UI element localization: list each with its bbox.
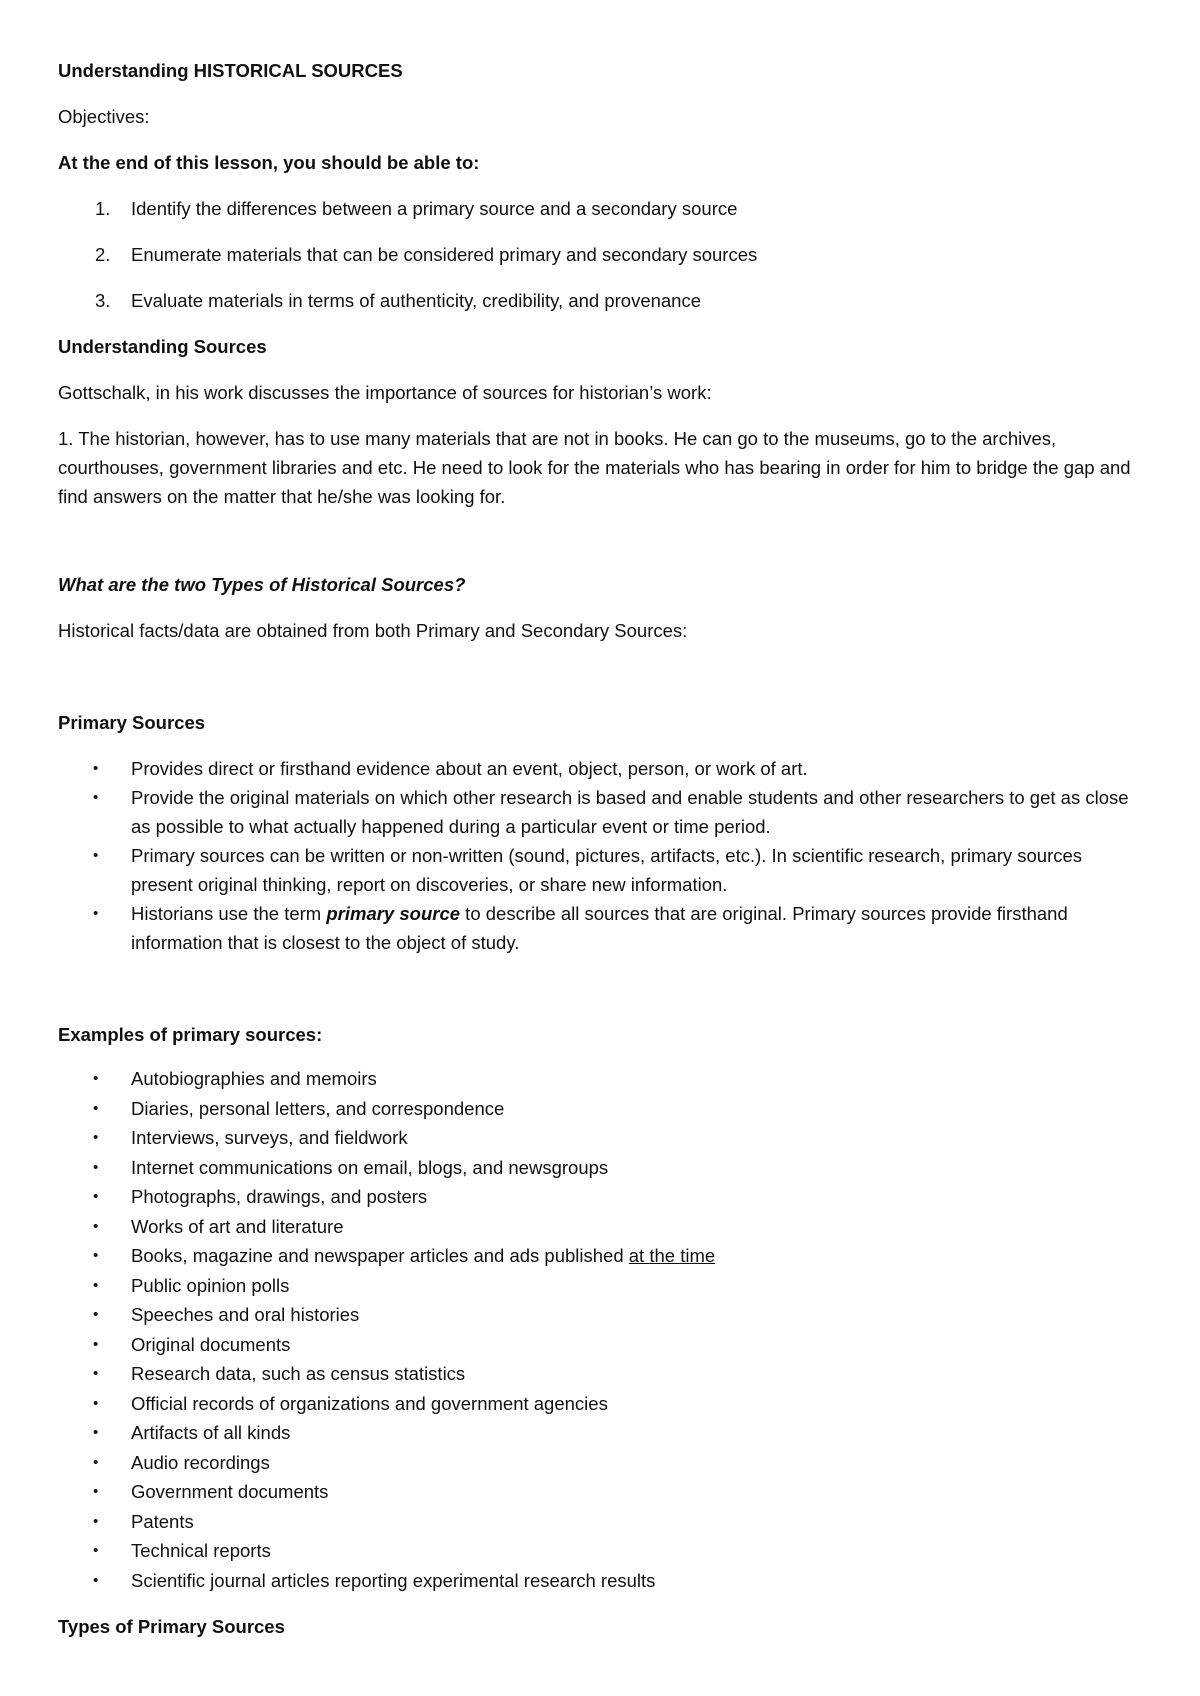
example-text bbox=[131, 1241, 1146, 1270]
document-page bbox=[58, 0, 1148, 1696]
primary-source-term: primary source bbox=[326, 903, 461, 924]
bullet-icon: • bbox=[93, 1542, 99, 1559]
bullet-icon: • bbox=[93, 760, 99, 777]
bullet-icon: • bbox=[93, 1070, 99, 1087]
bullet-icon: • bbox=[93, 1188, 99, 1205]
bullet-icon: • bbox=[93, 1365, 99, 1382]
example-text: Original documents bbox=[131, 1334, 291, 1355]
objective-number: 2. bbox=[95, 244, 111, 265]
gottschalk-paragraph: 1. The historian, however, has to use many materials that are not in books. He can go to the museums, go to the archives, courthouses, government libraries and etc. He need to look for the materials who has bearing in order for him to bridge the gap and find answers on the matter that he/she was looking for. bbox=[58, 428, 1131, 507]
example-text: Technical reports bbox=[131, 1540, 271, 1561]
bullet-icon: • bbox=[93, 1572, 99, 1589]
example-text: Interviews, surveys, and fieldwork bbox=[131, 1127, 408, 1148]
bullet-icon: • bbox=[93, 1129, 99, 1146]
example-text: Speeches and oral histories bbox=[131, 1304, 360, 1325]
bullet-icon: • bbox=[93, 1483, 99, 1500]
bullet-icon: • bbox=[93, 905, 99, 922]
bullet-icon: • bbox=[93, 1395, 99, 1412]
bullet-icon: • bbox=[93, 1277, 99, 1294]
primary-bullet-text: Provide the original materials on which other research is based and enable students and other researchers to get as close as possible to what actually happened during a particular event or time period. bbox=[131, 787, 1129, 837]
document-title: Understanding HISTORICAL SOURCES bbox=[58, 60, 403, 81]
understanding-sources-heading: Understanding Sources bbox=[58, 336, 267, 357]
types-question: What are the two Types of Historical Sources? bbox=[58, 574, 466, 595]
at-the-time-underlined: at the time bbox=[628, 1245, 716, 1266]
primary-bullet-text: Primary sources can be written or non-written (sound, pictures, artifacts, etc.). In scientific research, primary sources present original thinking, report on discoveries, or share new information. bbox=[131, 845, 1083, 895]
objective-number: 3. bbox=[95, 290, 111, 311]
example-text: Diaries, personal letters, and correspondence bbox=[131, 1098, 505, 1119]
objectives-label: Objectives: bbox=[58, 106, 150, 127]
example-text: Artifacts of all kinds bbox=[131, 1422, 291, 1443]
bullet-icon: • bbox=[93, 1247, 99, 1264]
bullet-icon: • bbox=[93, 1218, 99, 1235]
example-text: Autobiographies and memoirs bbox=[131, 1068, 377, 1089]
types-of-primary-heading: Types of Primary Sources bbox=[58, 1616, 285, 1637]
historians-bullet-text bbox=[131, 899, 1146, 957]
bullet-icon: • bbox=[93, 1336, 99, 1353]
bullet-icon: • bbox=[93, 1454, 99, 1471]
objective-text: Identify the differences between a primary source and a secondary source bbox=[131, 198, 738, 219]
objective-number: 1. bbox=[95, 198, 111, 219]
objectives-intro: At the end of this lesson, you should be able to: bbox=[58, 152, 480, 173]
example-text: Works of art and literature bbox=[131, 1216, 344, 1237]
example-text: Scientific journal articles reporting experimental research results bbox=[131, 1570, 656, 1591]
example-text: Official records of organizations and government agencies bbox=[131, 1393, 608, 1414]
example-text: Government documents bbox=[131, 1481, 329, 1502]
bullet-icon: • bbox=[93, 1424, 99, 1441]
bullet-icon: • bbox=[93, 1513, 99, 1530]
bullet-icon: • bbox=[93, 847, 99, 864]
types-answer: Historical facts/data are obtained from both Primary and Secondary Sources: bbox=[58, 620, 688, 641]
primary-sources-heading: Primary Sources bbox=[58, 712, 206, 733]
primary-bullet-text: Provides direct or firsthand evidence about an event, object, person, or work of art. bbox=[131, 758, 808, 779]
objective-text: Evaluate materials in terms of authenticity, credibility, and provenance bbox=[131, 290, 702, 311]
historians-after: to describe all sources that are original. Primary sources provide firsthand information that is closest to the object of study. bbox=[131, 903, 1068, 953]
example-text: Audio recordings bbox=[131, 1452, 270, 1473]
historians-before: Historians use the term bbox=[131, 903, 327, 924]
example-text: Photographs, drawings, and posters bbox=[131, 1186, 428, 1207]
bullet-icon: • bbox=[93, 1159, 99, 1176]
examples-heading: Examples of primary sources: bbox=[58, 1024, 323, 1045]
example-text: Research data, such as census statistics bbox=[131, 1363, 466, 1384]
books-example-before: Books, magazine and newspaper articles and ads published bbox=[131, 1245, 629, 1266]
example-text: Public opinion polls bbox=[131, 1275, 290, 1296]
example-text: Internet communications on email, blogs, and newsgroups bbox=[131, 1157, 609, 1178]
bullet-icon: • bbox=[93, 789, 99, 806]
bullet-icon: • bbox=[93, 1100, 99, 1117]
objective-text: Enumerate materials that can be considered primary and secondary sources bbox=[131, 244, 758, 265]
gottschalk-intro: Gottschalk, in his work discusses the importance of sources for historian’s work: bbox=[58, 382, 712, 403]
example-text: Patents bbox=[131, 1511, 194, 1532]
bullet-icon: • bbox=[93, 1306, 99, 1323]
